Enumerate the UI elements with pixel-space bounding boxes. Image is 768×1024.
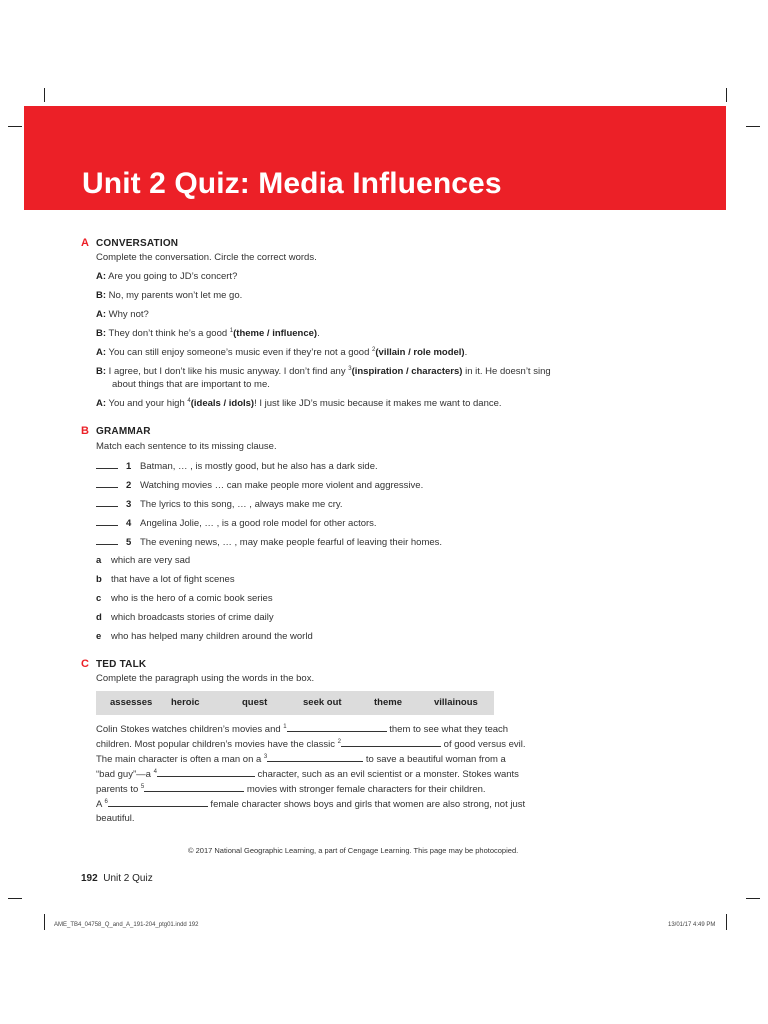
section-title: GRAMMAR <box>96 426 151 437</box>
dialogue-text: No, my parents won’t let me go. <box>108 290 243 301</box>
section-letter: A <box>81 237 89 249</box>
word-box <box>96 691 494 715</box>
option-letter: a <box>96 555 102 566</box>
clause-option: a which are very sad <box>96 555 191 566</box>
item-number: 3 <box>126 499 132 510</box>
speaker: A: <box>96 309 107 320</box>
clause-option: e who has helped many children around the world <box>96 631 313 642</box>
dialogue-line <box>96 289 242 302</box>
page-label: Unit 2 Quiz <box>103 873 153 884</box>
answer-blank[interactable] <box>96 516 118 526</box>
answer-blank[interactable] <box>267 752 363 762</box>
answer-blank[interactable] <box>96 497 118 507</box>
section-letter: C <box>81 658 89 670</box>
paragraph-line: A $^6$ female character shows boys and girls that women are also strong, not just <box>96 799 526 810</box>
item-number: 3 <box>263 754 268 760</box>
match-sentence: 1 Batman, … , is mostly good, but he also has a dark side. <box>96 459 378 473</box>
speaker: A: <box>96 347 107 358</box>
clause-option: c who is the hero of a comic book series <box>96 593 273 604</box>
dialogue-text: You can still enjoy someone’s music even if they’re not a good <box>108 347 373 358</box>
answer-blank[interactable] <box>96 459 118 469</box>
section-letter: B <box>81 425 89 437</box>
dialogue-text: Are you going to JD’s concert? <box>108 271 238 282</box>
item-number: 2 <box>126 480 132 491</box>
match-sentence: 4 Angelina Jolie, … , is a good role model for other actors. <box>96 516 377 530</box>
item-number: 1 <box>126 461 132 472</box>
dialogue-text: You and your high <box>108 398 188 409</box>
paragraph-line: Colin Stokes watches children’s movies and $^1$ them to see what they teach <box>96 724 509 735</box>
item-number: 6 <box>104 799 108 805</box>
crop-mark <box>726 914 727 930</box>
date-slug: 13/01/17 4:49 PM <box>668 922 716 928</box>
answer-blank[interactable] <box>157 767 255 777</box>
item-number: 3 <box>348 366 352 372</box>
paragraph-line: The main character is often a man on a $^3$ to save a beautiful woman from a <box>96 754 506 765</box>
dialogue-line: B: They don’t think he’s a good $^1$(theme / influence). <box>96 328 320 339</box>
dialogue-line: B: I agree, but I don’t like his music anyway. I don’t find any $^3$(inspiration / characters) in it. He doesn’t sing <box>96 366 551 377</box>
instruction: Complete the conversation. Circle the correct words. <box>96 252 317 263</box>
section-a-header <box>81 233 178 251</box>
option-letter: c <box>96 593 102 604</box>
section-title: CONVERSATION <box>96 238 179 249</box>
item-number: 5 <box>126 537 132 548</box>
instruction: Match each sentence to its missing clause. <box>96 441 277 452</box>
clause-option: b that have a lot of fight scenes <box>96 574 235 585</box>
answer-blank[interactable] <box>108 797 208 807</box>
speaker: A: <box>96 271 107 282</box>
item-number: 4 <box>187 398 191 404</box>
crop-mark <box>726 88 727 102</box>
instruction: Complete the paragraph using the words in the box. <box>96 673 315 684</box>
answer-blank[interactable] <box>96 535 118 545</box>
dialogue-line <box>96 270 237 283</box>
dialogue-text: I agree, but I don’t like his music anyway. I don’t find any <box>108 366 349 377</box>
section-title: TED TALK <box>96 659 147 670</box>
word-choice[interactable]: (villain / role model) <box>375 347 465 358</box>
word-box-item: heroic <box>171 697 200 708</box>
match-sentence: 2 Watching movies … can make people more violent and aggressive. <box>96 478 423 492</box>
page-number: 192 <box>81 873 98 884</box>
match-sentence: 3 The lyrics to this song, … , always make me cry. <box>96 497 343 511</box>
section-b-header <box>81 421 151 439</box>
crop-mark <box>746 126 760 127</box>
dialogue-line: A: You and your high $^4$(ideals / idols)! I just like JD’s music because it makes me want to dance. <box>96 398 502 409</box>
copyright-notice: © 2017 National Geographic Learning, a part of Cengage Learning. This page may be photocopied. <box>188 846 519 855</box>
crop-mark <box>8 898 22 899</box>
title-banner <box>24 106 726 210</box>
option-letter: e <box>96 631 102 642</box>
dialogue-text: They don’t think he’s a good <box>108 328 230 339</box>
dialogue-line: A: You can still enjoy someone’s music even if they’re not a good $^2$(villain / role model). <box>96 347 468 358</box>
word-box-item: quest <box>242 697 268 708</box>
speaker: B: <box>96 290 107 301</box>
option-letter: b <box>96 574 102 585</box>
dialogue-text: Why not? <box>108 309 149 320</box>
paragraph-line: children. Most popular children’s movies have the classic $^2$ of good versus evil. <box>96 739 526 750</box>
word-box-item: assesses <box>110 697 153 708</box>
dialogue-line <box>96 308 149 321</box>
word-choice[interactable]: (inspiration / characters) <box>351 366 463 377</box>
answer-blank[interactable] <box>287 722 387 732</box>
page-title: Unit 2 Quiz: Media Influences <box>82 167 502 200</box>
crop-mark <box>746 898 760 899</box>
word-choice[interactable]: (ideals / idols) <box>190 398 255 409</box>
answer-blank[interactable] <box>341 737 441 747</box>
speaker: A: <box>96 398 107 409</box>
paragraph-line: beautiful. <box>96 813 135 824</box>
speaker: B: <box>96 328 107 339</box>
paragraph-line: parents to $^5$ movies with stronger female characters for their children. <box>96 784 486 795</box>
option-letter: d <box>96 612 102 623</box>
file-slug: AME_TB4_04758_Q_and_A_191-204_ptg01.indd 192 <box>54 922 199 928</box>
item-number: 2 <box>337 739 342 745</box>
item-number: 4 <box>126 518 132 529</box>
section-c-header <box>81 654 146 672</box>
item-number: 4 <box>153 769 157 775</box>
paragraph-line: “bad guy”—a $^4$ character, such as an evil scientist or a monster. Stokes wants <box>96 769 519 780</box>
word-choice[interactable]: (theme / influence) <box>233 328 318 339</box>
word-box-item: seek out <box>303 697 342 708</box>
word-box-item: villainous <box>434 697 478 708</box>
answer-blank[interactable] <box>96 478 118 488</box>
crop-mark <box>44 914 45 930</box>
match-sentence: 5 The evening news, … , may make people fearful of leaving their homes. <box>96 535 442 549</box>
page-footer <box>81 873 153 884</box>
item-number: 2 <box>372 347 376 353</box>
clause-option: d which broadcasts stories of crime daily <box>96 612 274 623</box>
answer-blank[interactable] <box>144 782 244 792</box>
crop-mark <box>44 88 45 102</box>
item-number: 5 <box>140 784 145 790</box>
speaker: B: <box>96 366 107 377</box>
dialogue-continuation: about things that are important to me. <box>112 379 270 390</box>
word-box-item: theme <box>374 697 402 708</box>
item-number: 1 <box>229 328 234 334</box>
crop-mark <box>8 126 22 127</box>
item-number: 1 <box>283 724 287 730</box>
